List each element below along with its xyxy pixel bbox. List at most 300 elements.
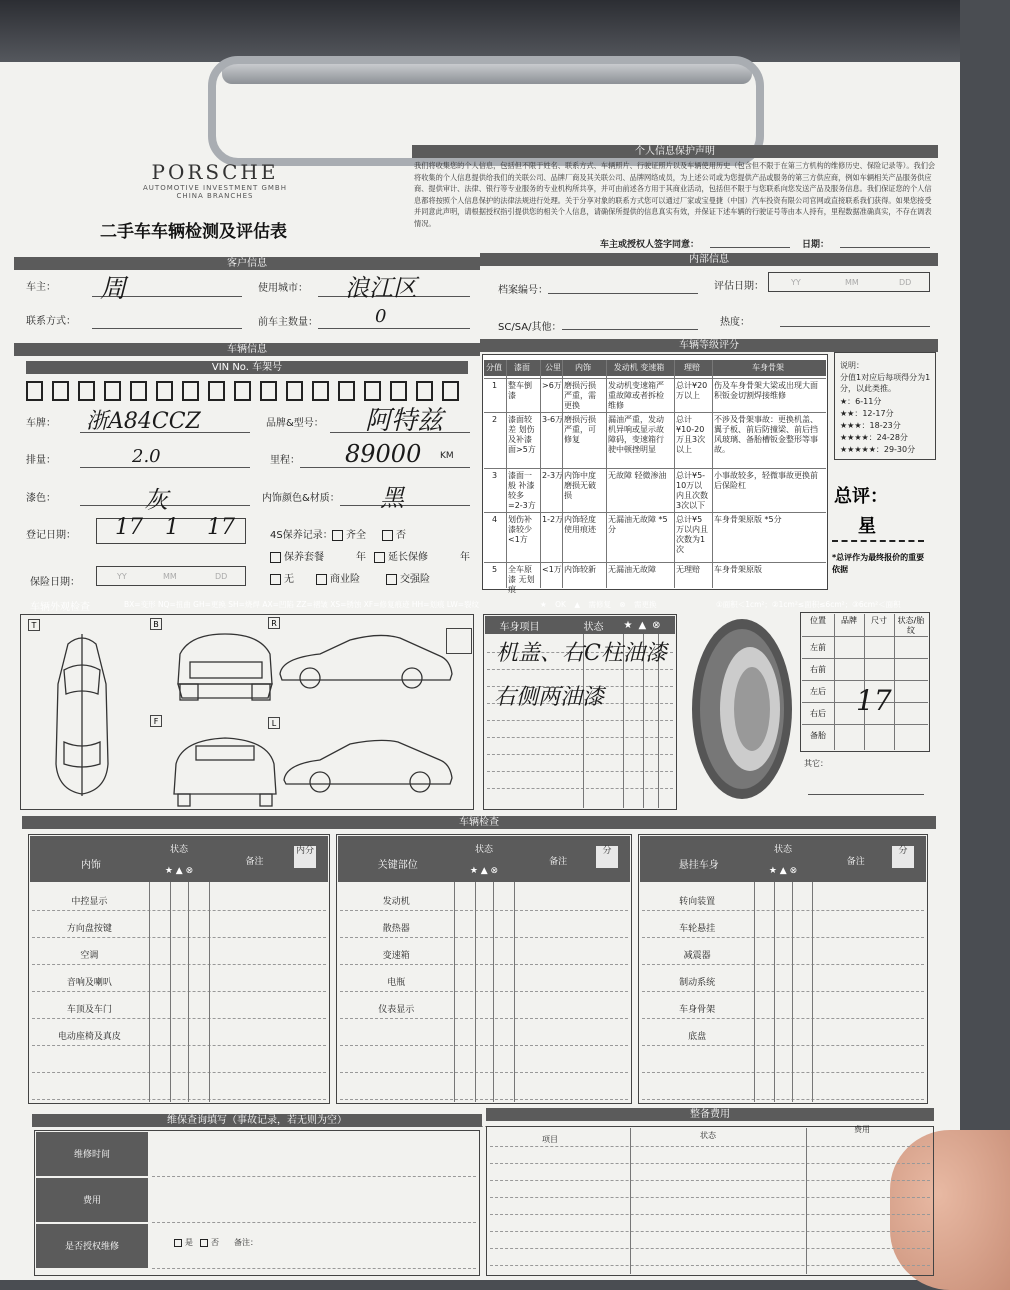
- car-top-view: [56, 634, 108, 796]
- plate-value: 浙A84CCZ: [86, 409, 201, 434]
- inspect-col-line: [792, 882, 793, 1102]
- svc-label: 4S保养记录：: [270, 530, 333, 541]
- status-legend: [540, 599, 657, 610]
- view-label-b: B: [150, 618, 162, 630]
- contact-line: [92, 328, 242, 329]
- vin-box[interactable]: [208, 381, 225, 401]
- grade-cell: 2: [491, 415, 498, 424]
- vin-box[interactable]: [156, 381, 173, 401]
- prev-owner-line: [318, 328, 470, 329]
- contact-label: 联系方式：: [26, 316, 76, 327]
- inspect-row-line: [642, 1045, 924, 1046]
- owner-value: 周: [100, 274, 127, 304]
- prep-row-line: [490, 1265, 930, 1266]
- tire-image: [686, 614, 794, 804]
- grade-col-line: [674, 360, 675, 588]
- grade-cell: 车身骨架原版: [714, 565, 762, 574]
- view-label-f: F: [150, 715, 162, 727]
- prep-col-fee: 费用: [854, 1125, 870, 1134]
- pkg-option[interactable]: [270, 548, 324, 563]
- inspect-row-line: [642, 1099, 924, 1100]
- maint-row-line: [152, 1176, 476, 1177]
- displacement-label: 排量：: [26, 455, 56, 466]
- grade-cell: 总计¥20万以上: [676, 381, 708, 400]
- inspect-row-line: [340, 1072, 628, 1073]
- inspect-interior-score[interactable]: 内分: [294, 846, 316, 868]
- legend-ok: ★ OK: [540, 600, 566, 609]
- inspect-key-note: 备注: [549, 857, 568, 867]
- grade-col-2: 公里: [545, 363, 561, 372]
- prep-col-line: [630, 1128, 631, 1274]
- eval-date-box[interactable]: [768, 272, 930, 292]
- tire-other-line: [808, 794, 924, 795]
- tire-col-line: [864, 614, 865, 750]
- grade-col-line: [540, 360, 541, 588]
- grade-cell: 4: [491, 515, 498, 524]
- tire-row-label: 左后: [810, 687, 826, 696]
- city-label: 使用城市：: [258, 283, 308, 294]
- car-back-view: [178, 634, 272, 700]
- body-item-head: [485, 616, 675, 634]
- grade-cell: 内饰轻度使用痕迹: [564, 515, 596, 534]
- grade-row-line: [484, 562, 826, 563]
- col-replace: ⊗: [652, 619, 661, 631]
- vin-box[interactable]: [130, 381, 147, 401]
- grade-cell: 发动机变速箱严重故障或者拆检维修: [608, 381, 664, 410]
- car-front-view: [174, 738, 276, 806]
- internal-header: 内部信息: [480, 253, 938, 266]
- reg-mm: 1: [165, 515, 179, 540]
- inspect-row-line: [340, 991, 628, 992]
- tire-col-0: 位置: [810, 616, 826, 625]
- grade-cell: 漆面一般 补漆较多=2-3方: [508, 471, 536, 510]
- inspect-item[interactable]: 减震器: [683, 951, 711, 961]
- privacy-text: 我们将收集您的个人信息，包括但不限于姓名、联系方式、车辆照片、行驶证照片以及车辆使用历史（包含但不限于在第三方机构的维修历史、保险记录等）。我们会将收集的个人信息提供给我们的关联公司、品牌厂商及其关联公司、品牌网络成员，为上述公司或为您提供产品或服务的第三方供应商，例如车辆相关产品服务供应商、提供审计、法律、银行等专业服务的专业机构所共享，并可由前述各方用于其商业活动，包括但不限于与您联系向您发送产品及服务信息。我们保证您的个人信息都将按照个人信息保护的法律法规进行处理。关于分享对象的联系方式您可以通过厂家或宝曼捷（中国）汽车投资有限公司官网或直接联系我们获得。如果您接受并同意此声明，请根据授权指引提供您的相关个人信息，请确保所提供的信息真实有效，并保证下述车辆的行驶证号等由本人持有，里程数据准确真实，不存在调表情况。: [414, 161, 936, 228]
- vin-box[interactable]: [182, 381, 199, 401]
- prev-owner-value: 0: [375, 306, 387, 327]
- tire-size-value: 17: [856, 684, 892, 717]
- grade-cell: 5: [491, 565, 498, 574]
- tire-row-label: 右后: [810, 709, 826, 718]
- grade-cell: 磨损污损严重，需更换: [564, 381, 596, 410]
- ins-mm: MM: [163, 572, 177, 581]
- panel-row-line: [487, 720, 673, 721]
- prep-col-line: [806, 1128, 807, 1274]
- inspect-item[interactable]: 车轮悬挂: [679, 924, 716, 934]
- panel-row-line: [487, 754, 673, 755]
- total-label: 总评：: [834, 486, 888, 507]
- svc-full-text: 齐全: [346, 530, 366, 541]
- grade-col-6: 车身骨架: [752, 363, 784, 372]
- city-value: 浪江区: [345, 274, 417, 302]
- star-item: ★★★★★：29-30分: [840, 445, 916, 454]
- vin-box[interactable]: [104, 381, 121, 401]
- maint-row-label: 是否授权维修: [64, 1242, 119, 1252]
- inspect-key-state-icons: ★ ▲ ⊗: [469, 866, 499, 876]
- prep-row-line: [490, 1146, 930, 1147]
- ins-com-option[interactable]: [316, 570, 360, 585]
- displacement-value: 2.0: [132, 446, 161, 467]
- vin-box[interactable]: [364, 381, 381, 401]
- ext-option[interactable]: [374, 548, 428, 563]
- ins-date-box[interactable]: [96, 566, 246, 586]
- sign-line[interactable]: [710, 247, 790, 248]
- prep-row-line: [490, 1163, 930, 1164]
- grade-cell: 1-2万: [542, 515, 564, 524]
- inspect-item[interactable]: 底盘: [688, 1032, 707, 1042]
- maint-yes[interactable]: [174, 1237, 193, 1248]
- vin-box[interactable]: [234, 381, 251, 401]
- inspect-item[interactable]: 转向装置: [679, 897, 716, 907]
- vin-box[interactable]: [26, 381, 43, 401]
- tire-col-line: [834, 614, 835, 750]
- inspect-item[interactable]: 车身骨架: [679, 1005, 716, 1015]
- tire-col-1: 品牌: [841, 616, 857, 625]
- grade-cell: 无漏油无故障 *5分: [608, 515, 668, 534]
- grade-col-0: 分值: [486, 363, 502, 372]
- vin-box[interactable]: [442, 381, 459, 401]
- vin-box[interactable]: [260, 381, 277, 401]
- grade-row-line: [484, 512, 826, 513]
- view-label-t: T: [28, 619, 40, 631]
- inspect-susp-state: 状态: [773, 845, 792, 855]
- inspect-col-line: [774, 882, 775, 1102]
- inspect-item[interactable]: 仪表显示: [378, 1005, 415, 1015]
- grade-cell: 小事故较多，轻微事故更换前后保险杠: [714, 471, 818, 490]
- tire-col-line: [894, 614, 895, 750]
- tire-other-label: 其它：: [804, 759, 828, 768]
- ins-yy: YY: [117, 572, 127, 581]
- vin-box[interactable]: [78, 381, 95, 401]
- customer-header: 客户信息: [14, 257, 480, 270]
- panel-row-line: [487, 771, 673, 772]
- grade-col-1: 漆面: [514, 363, 530, 372]
- mileage-label: 里程：: [270, 455, 300, 466]
- grade-cell: 无理赔: [676, 565, 700, 574]
- interior-value: 黑: [380, 484, 404, 512]
- inspect-row-line: [32, 1099, 326, 1100]
- plate-label: 车牌：: [26, 418, 56, 429]
- eval-date-label: 评估日期：: [714, 281, 764, 292]
- inspect-row-line: [340, 1099, 628, 1100]
- pkg-year: 年: [356, 552, 366, 563]
- brand-line2: CHINA BRANCHES: [176, 192, 254, 200]
- grade-cell: >6万: [542, 381, 562, 390]
- inspect-item[interactable]: 电动座椅及真皮: [57, 1032, 121, 1042]
- grade-header: 车辆等级评分: [480, 339, 938, 352]
- inspect-row-line: [32, 991, 326, 992]
- inspect-col-line: [475, 882, 476, 1102]
- pkg-text: 保养套餐: [284, 552, 324, 563]
- sign-label: 车主或授权人签字同意：: [600, 240, 700, 250]
- inspect-key-score[interactable]: 分: [596, 846, 618, 868]
- owner-label: 车主：: [26, 282, 56, 293]
- brand-name: PORSCHE: [151, 160, 279, 184]
- inspect-item[interactable]: 中控显示: [71, 897, 108, 907]
- tire-row-label: 备胎: [810, 731, 826, 740]
- tire-col-3: 状态/胎纹: [897, 616, 925, 635]
- star-item: ★★★★：24-28分: [840, 433, 908, 442]
- tire-row-line: [802, 658, 928, 659]
- ins-com-text: 商业险: [330, 574, 360, 585]
- vin-header: VIN No. 车架号: [26, 361, 468, 374]
- grade-cell: <1万: [542, 565, 562, 574]
- grade-cell: 无故障 轻微渗油: [608, 471, 667, 480]
- appearance-header: 车辆外观检查: [30, 602, 90, 613]
- eval-mm: MM: [845, 278, 859, 287]
- body-note-1: 机盖、右C柱油漆: [496, 641, 667, 666]
- inspect-col-line: [754, 882, 755, 1102]
- inspect-item[interactable]: 空调: [80, 951, 99, 961]
- ins-comp-option[interactable]: [386, 570, 430, 585]
- prep-row-line: [490, 1180, 930, 1181]
- grade-cell: 漆面较差 划伤及补漆面>5方: [508, 415, 536, 454]
- body-note-2: 右侧两油漆: [494, 685, 605, 710]
- mileage-unit: KM: [440, 451, 454, 461]
- ins-none-option[interactable]: [270, 570, 294, 585]
- view-label-r: R: [268, 617, 280, 629]
- ins-none-text: 无: [284, 574, 294, 585]
- eval-yy: YY: [791, 278, 801, 287]
- prep-row-line: [490, 1197, 930, 1198]
- reg-date-box[interactable]: [96, 515, 246, 544]
- grade-cell: 总计¥10-20万且3次以上: [676, 415, 706, 454]
- grade-col-line: [506, 360, 507, 588]
- star-item: ★★★：18-23分: [840, 421, 901, 430]
- grade-cell: 3-6万: [542, 415, 564, 424]
- inspect-item[interactable]: 散热器: [382, 924, 410, 934]
- inspect-row-line: [642, 991, 924, 992]
- tire-row-label: 左前: [810, 643, 826, 652]
- grade-cell: 不涉及骨架事故：更换机盖、翼子板、前后防撞梁、前后挡风玻璃、备胎槽钣金整形等事故。: [714, 415, 818, 454]
- interior-label: 内饰颜色&材质：: [262, 493, 340, 504]
- inspect-col-line: [170, 882, 171, 1102]
- date-line[interactable]: [840, 247, 930, 248]
- grade-cell: 磨损污损严重，可修复: [564, 415, 596, 444]
- inspect-interior-state: 状态: [169, 845, 188, 855]
- reg-dd: 17: [207, 515, 235, 540]
- inspect-col-line: [209, 882, 210, 1102]
- ext-year: 年: [460, 552, 470, 563]
- grade-cell: 3: [491, 471, 498, 480]
- mileage-value: 89000: [345, 440, 422, 468]
- inspect-susp-state-icons: ★ ▲ ⊗: [768, 866, 798, 876]
- prep-col-state: 状态: [700, 1131, 716, 1140]
- inspect-row-line: [32, 937, 326, 938]
- sc-label: SC/SA/其他：: [498, 322, 562, 333]
- panel-row-line: [487, 737, 673, 738]
- grade-col-line: [712, 360, 713, 588]
- inspect-row-line: [32, 1072, 326, 1073]
- vin-box[interactable]: [390, 381, 407, 401]
- inspect-item[interactable]: 发动机: [382, 897, 410, 907]
- reg-yy: 17: [115, 515, 143, 540]
- inspect-key-state: 状态: [474, 845, 493, 855]
- sc-line: [562, 329, 698, 330]
- form-title: 二手车车辆检测及评估表: [100, 222, 287, 242]
- grade-col-4: 发动机 变速箱: [613, 363, 665, 372]
- appearance-legend: BX=变形 NQ=扭曲 GH=更换 SH=烧焊 AX=凹陷 ZZ=褶皱 XS=锈蚀 XF=修复痕迹 HH=划痕 LW=裂纹: [124, 600, 480, 609]
- inspect-interior-title: 内饰: [80, 860, 101, 871]
- maint-no-text: 否: [211, 1238, 219, 1247]
- heat-line: [780, 326, 930, 327]
- inspect-row-line: [340, 910, 628, 911]
- maint-no[interactable]: [200, 1237, 219, 1248]
- brand-line1: AUTOMOTIVE INVESTMENT GMBH: [143, 184, 287, 192]
- total-note: *总评作为最终报价的重要依据: [832, 553, 925, 574]
- inspect-susp-score[interactable]: 分: [892, 846, 914, 868]
- inspect-row-line: [32, 964, 326, 965]
- file-label: 档案编号：: [498, 285, 548, 296]
- maint-row-line: [152, 1222, 476, 1223]
- col-body-item: 车身项目: [499, 621, 540, 633]
- svc-full-option[interactable]: [332, 526, 366, 541]
- inspect-row-line: [642, 1072, 924, 1073]
- inspect-row-line: [642, 937, 924, 938]
- brand-logo: [100, 160, 330, 200]
- inspect-row-line: [340, 1018, 628, 1019]
- grade-cell: 整车倒漆: [508, 381, 532, 400]
- grade-cell: 划伤补漆较少<1方: [508, 515, 532, 544]
- legend-replace: ⊗ 需更换: [619, 600, 657, 609]
- inspection-header: 车辆检查: [22, 816, 936, 829]
- prep-table: [486, 1126, 934, 1276]
- eval-dd: DD: [899, 278, 912, 287]
- prep-col-item: 项目: [542, 1135, 558, 1144]
- inspect-interior-state-icons: ★ ▲ ⊗: [164, 866, 194, 876]
- grade-cell: 总计¥5-10万以内且次数3次以下: [676, 471, 708, 510]
- grade-cell: 内饰中度磨损无破损: [564, 471, 596, 500]
- area-legend: ①面积＜1cm²；②1cm²≤面积≤6cm²；③6cm²＜面积: [716, 600, 901, 609]
- vin-box[interactable]: [286, 381, 303, 401]
- grade-cell: 1: [491, 381, 498, 390]
- inspect-col-line: [149, 882, 150, 1102]
- tire-row-label: 右前: [810, 665, 826, 674]
- prep-row-line: [490, 1231, 930, 1232]
- inspect-interior-note: 备注: [245, 857, 264, 867]
- star-item: ★：6-11分: [840, 397, 882, 406]
- inspect-row-line: [32, 1018, 326, 1019]
- inspect-row-line: [32, 1045, 326, 1046]
- color-value: 灰: [144, 486, 168, 514]
- grade-col-3: 内饰: [575, 363, 591, 372]
- inspect-item[interactable]: 音响及喇叭: [66, 978, 112, 988]
- grade-col-line: [562, 360, 563, 588]
- inspect-col-line: [493, 882, 494, 1102]
- grade-cell: 全车原漆 无划痕: [508, 565, 535, 594]
- tire-row-line: [802, 636, 928, 637]
- inspect-row-line: [642, 1018, 924, 1019]
- col-state: 状态: [583, 621, 604, 633]
- maint-header: 维保查询填写（事故记录，若无则为空）: [32, 1114, 482, 1127]
- grade-col-5: 理赔: [684, 363, 700, 372]
- grade-row-line: [484, 378, 826, 379]
- svc-no-option[interactable]: [382, 526, 406, 541]
- vin-box[interactable]: [338, 381, 355, 401]
- ins-comp-text: 交强险: [400, 574, 430, 585]
- file-line: [548, 293, 698, 294]
- inspect-col-line: [188, 882, 189, 1102]
- color-label: 漆色：: [26, 493, 56, 504]
- inspect-row-line: [340, 1045, 628, 1046]
- grade-cell: 内饰较新: [564, 565, 596, 574]
- vin-box[interactable]: [312, 381, 329, 401]
- vin-box[interactable]: [52, 381, 69, 401]
- ins-label: 保险日期：: [30, 577, 80, 588]
- legend-repair: ▲ 需修复: [574, 600, 611, 609]
- inspect-item[interactable]: 电瓶: [387, 978, 406, 988]
- ins-dd: DD: [215, 572, 228, 581]
- maint-row-label: 费用: [82, 1196, 101, 1206]
- panel-row-line: [487, 788, 673, 789]
- grade-cell: 总计¥5万以内且次数为1次: [676, 515, 708, 554]
- car-left-view: [284, 740, 452, 792]
- inspect-susp-note: 备注: [846, 857, 865, 867]
- note-text: 分值1对应后每项得分为1分，以此类推。: [840, 373, 931, 393]
- grade-cell: 车身骨架原版 *5分: [714, 515, 782, 524]
- prep-row-line: [490, 1214, 930, 1215]
- maint-row-label: 维修时间: [73, 1150, 110, 1160]
- brand-label: 品牌&型号：: [266, 418, 324, 429]
- prev-owner-label: 前车主数量：: [258, 317, 318, 328]
- inspect-row-line: [32, 910, 326, 911]
- maint-remark: 备注：: [234, 1238, 258, 1247]
- col-ok: ★: [623, 619, 633, 631]
- prep-header: 整备费用: [486, 1108, 934, 1121]
- inspect-key-title: 关键部位: [377, 860, 418, 871]
- grade-row-line: [484, 468, 826, 469]
- inspect-susp-title: 悬挂车身: [678, 860, 719, 871]
- tire-col-2: 尺寸: [871, 616, 887, 625]
- col-repair: ▲: [638, 619, 647, 631]
- maint-yes-text: 是: [185, 1238, 193, 1247]
- total-unit: 星: [858, 516, 876, 537]
- grade-cell: 无漏油无故障: [608, 565, 656, 574]
- inspect-row-line: [340, 937, 628, 938]
- tire-row-line: [802, 724, 928, 725]
- grade-cell: 伤及车身骨架大梁或出现大面积钣金切割焊接维修: [714, 381, 818, 400]
- view-label-l: L: [268, 717, 280, 729]
- inspect-item[interactable]: 变速箱: [382, 951, 410, 961]
- grade-cell: 2-3万: [542, 471, 564, 480]
- ext-text: 延长保修: [388, 552, 428, 563]
- reg-label: 登记日期：: [26, 530, 76, 541]
- inspect-item[interactable]: 制动系统: [679, 978, 716, 988]
- tire-row-line: [802, 680, 928, 681]
- panel-row-line: [487, 669, 673, 670]
- vin-box[interactable]: [416, 381, 433, 401]
- prep-row-line: [490, 1248, 930, 1249]
- inspect-row-line: [642, 910, 924, 911]
- heat-label: 热度：: [720, 317, 750, 328]
- inspect-item[interactable]: 车顶及车门: [66, 1005, 112, 1015]
- date-label: 日期：: [802, 240, 830, 250]
- interior-line: [340, 505, 470, 506]
- inspect-row-line: [340, 964, 628, 965]
- grade-row-line: [484, 412, 826, 413]
- displacement-line: [80, 467, 250, 468]
- car-right-view: [280, 635, 452, 688]
- grade-col-line: [606, 360, 607, 588]
- total-line: [832, 540, 924, 542]
- privacy-header: 个人信息保护声明: [412, 145, 938, 158]
- inspect-col-line: [454, 882, 455, 1102]
- note-title: 说明：: [840, 361, 864, 370]
- vehicle-header: 车辆信息: [14, 343, 480, 356]
- inspect-item[interactable]: 方向盘按键: [66, 924, 112, 934]
- svc-no-text: 否: [396, 530, 406, 541]
- inspect-row-line: [642, 964, 924, 965]
